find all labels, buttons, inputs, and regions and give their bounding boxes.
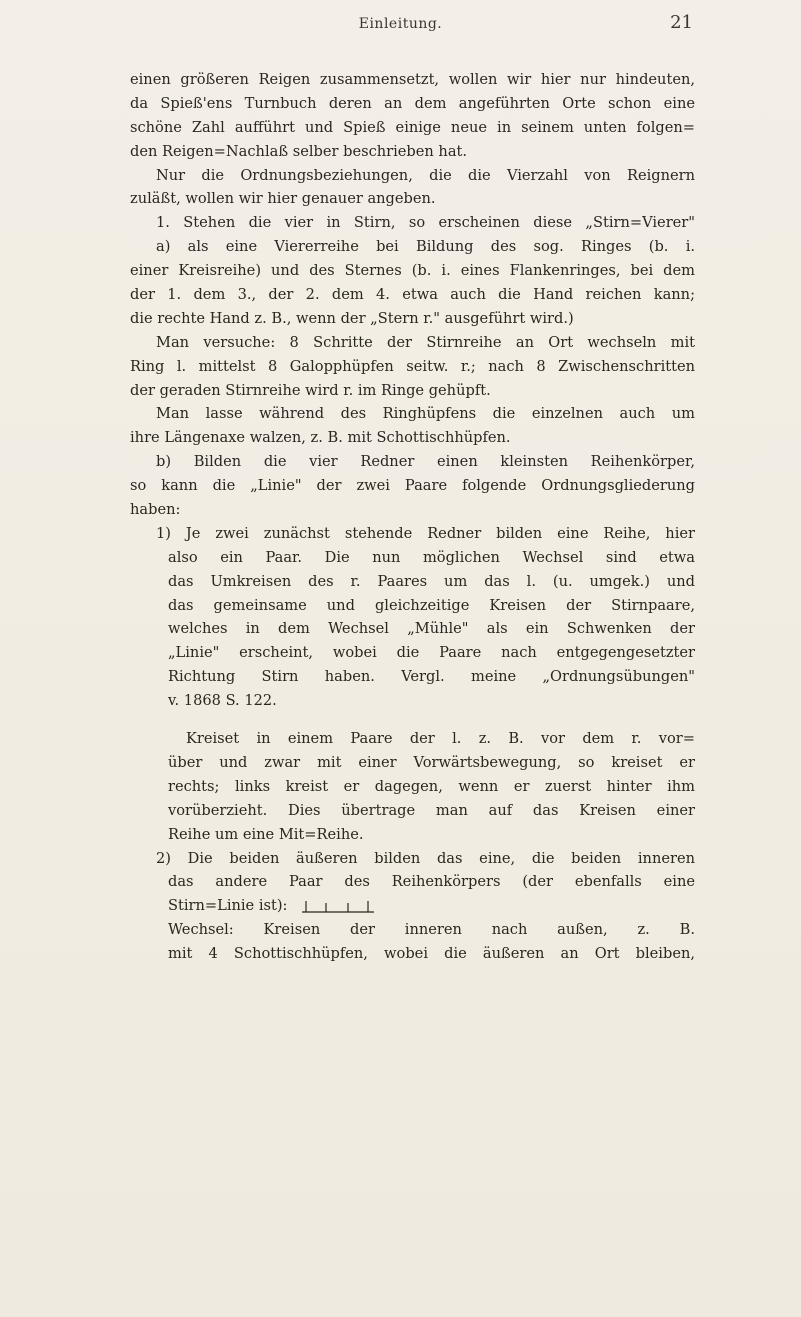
body-text [130, 68, 695, 966]
text-line: vorüberzieht. Dies übertrage man auf das Kreisen einer [168, 801, 695, 819]
text-line: v. 1868 S. 122. [168, 692, 277, 710]
text-line: Man versuche: 8 Schritte der Stirnreihe an Ort wechseln mit [156, 333, 695, 351]
text-line: das gemeinsame und gleichzeitige Kreisen der Stirnpaare, [168, 596, 695, 614]
text-line: über und zwar mit einer Vorwärtsbewegung, so kreiset er [168, 753, 695, 771]
text-line: der 1. dem 3., der 2. dem 4. etwa auch die Hand reichen kann; [130, 286, 695, 304]
text-segment: Stirn=Linie ist): [168, 897, 288, 915]
text-line: die rechte Hand z. B., wenn der „Stern r." ausgeführt wird.) [130, 309, 574, 327]
text-line: einer Kreisreihe) und des Sternes (b. i. eines Flankenringes, bei dem [130, 262, 695, 280]
text-line: „Linie" erscheint, wobei die Paare nach entgegengesetzter [168, 644, 695, 662]
text-line: der geraden Stirnreihe wird r. im Ringe gehüpft. [130, 381, 491, 399]
text-line: ihre Längenaxe walzen, z. B. mit Schottischhüpfen. [130, 429, 511, 447]
text-line: Nur die Ordnungsbeziehungen, die die Vierzahl von Reignern [156, 166, 695, 184]
text-line: das Umkreisen des r. Paares um das l. (u. umgek.) und [168, 572, 695, 590]
text-line: haben: [130, 501, 181, 519]
text-line: da Spieß'ens Turnbuch deren an dem angeführten Orte schon eine [130, 94, 695, 112]
text-line: a) als eine Viererreihe bei Bildung des sog. Ringes (b. i. [156, 238, 695, 256]
text-line: mit 4 Schottischhüpfen, wobei die äußeren an Ort bleiben, [168, 945, 695, 963]
paragraph [130, 164, 695, 212]
text-line: Wechsel: Kreisen der inneren nach außen, z. B. [168, 921, 695, 939]
text-line: rechts; links kreist er dagegen, wenn er zuerst hinter ihm [168, 777, 695, 795]
paragraph-gap [130, 713, 695, 727]
text-line: Ring l. mittelst 8 Galopphüpfen seitw. r.; nach 8 Zwischenschritten [130, 357, 695, 375]
text-line: den Reigen=Nachlaß selber beschrieben hat. [130, 142, 468, 160]
text-line: Richtung Stirn haben. Vergl. meine „Ordnungsübungen" [168, 668, 695, 686]
text-line: welches in dem Wechsel „Mühle" als ein Schwenken der [168, 620, 695, 638]
paragraph [130, 522, 695, 713]
text-line: Man lasse während des Ringhüpfens die einzelnen auch um [156, 405, 695, 423]
paragraph [130, 727, 695, 846]
text-line: Reihe um eine Mit=Reihe. [168, 825, 364, 843]
text-line: einen größeren Reigen zusammensetzt, wollen wir hier nur hindeuten, [130, 71, 695, 88]
text-line: zuläßt, wollen wir hier genauer angeben. [130, 190, 436, 208]
running-head: Einleitung. [358, 16, 443, 32]
text-line: schöne Zahl aufführt und Spieß einige neue in seinem unten folgen= [130, 118, 695, 136]
paragraph [130, 402, 695, 450]
paragraph [130, 918, 695, 966]
text-line: das andere Paar des Reihenkörpers (der ebenfalls eine [168, 873, 695, 891]
text-line: 2) Die beiden äußeren bilden das eine, die beiden inneren [156, 849, 695, 867]
text-line: 1. Stehen die vier in Stirn, so erscheinen diese „Stirn=Vierer" [156, 214, 695, 232]
text-line: 1) Je zwei zunächst stehende Redner bilden eine Reihe, hier [156, 524, 695, 542]
text-line: Kreiset in einem Paare der l. z. B. vor dem r. vor= [186, 730, 695, 748]
paragraph [130, 450, 695, 522]
paragraph [130, 847, 695, 919]
text-line: b) Bilden die vier Redner einen kleinsten Reihenkörper, [156, 453, 695, 471]
page-number: 21 [670, 12, 693, 33]
paragraph [130, 331, 695, 403]
paragraph [130, 68, 695, 164]
text-line: also ein Paar. Die nun möglichen Wechsel sind etwa [168, 548, 695, 566]
text-line [130, 894, 695, 918]
paragraph [130, 211, 695, 330]
text-line: so kann die „Linie" der zwei Paare folgende Ordnungsgliederung [130, 477, 695, 495]
formation-diagram [298, 897, 378, 915]
